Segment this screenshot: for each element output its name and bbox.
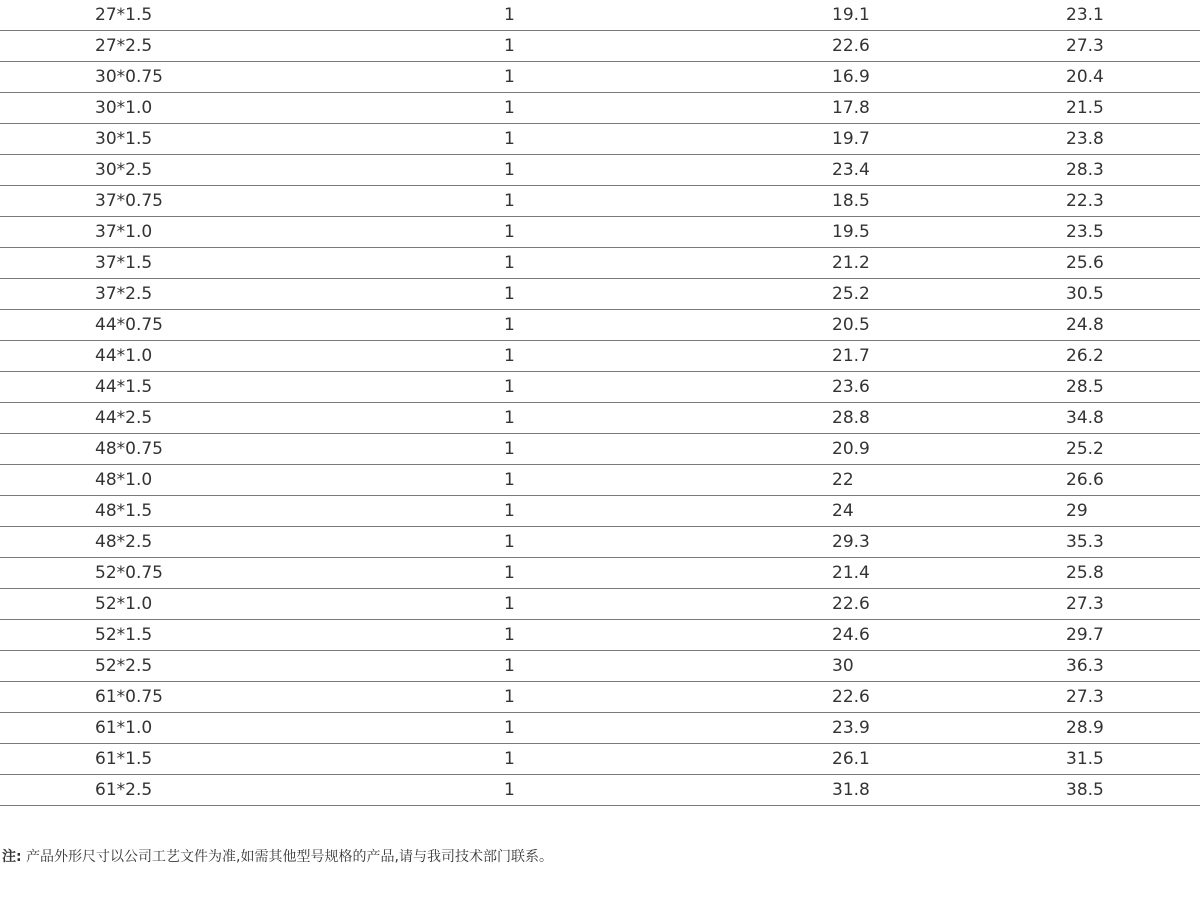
value-a-cell: 22 [830,465,1060,496]
value-a-cell: 22.6 [830,31,1060,62]
quantity-cell: 1 [500,0,830,31]
spec-size-cell: 44*1.0 [0,341,500,372]
value-b-cell: 34.8 [1060,403,1200,434]
spec-size-cell: 30*2.5 [0,155,500,186]
value-a-cell: 22.6 [830,589,1060,620]
spec-size-cell: 44*1.5 [0,372,500,403]
quantity-cell: 1 [500,186,830,217]
table-row [0,713,1200,744]
value-a-cell: 23.4 [830,155,1060,186]
spec-size-cell: 37*2.5 [0,279,500,310]
value-b-cell: 29 [1060,496,1200,527]
quantity-cell: 1 [500,775,830,806]
value-b-cell: 28.3 [1060,155,1200,186]
table-row [0,93,1200,124]
value-a-cell: 24 [830,496,1060,527]
quantity-cell: 1 [500,372,830,403]
footnote-text: 产品外形尺寸以公司工艺文件为准,如需其他型号规格的产品,请与我司技术部门联系。 [26,849,553,865]
value-a-cell: 25.2 [830,279,1060,310]
quantity-cell: 1 [500,62,830,93]
quantity-cell: 1 [500,310,830,341]
table-row [0,279,1200,310]
quantity-cell: 1 [500,589,830,620]
quantity-cell: 1 [500,465,830,496]
spec-size-cell: 37*1.0 [0,217,500,248]
value-b-cell: 30.5 [1060,279,1200,310]
quantity-cell: 1 [500,403,830,434]
value-a-cell: 28.8 [830,403,1060,434]
spec-size-cell: 52*2.5 [0,651,500,682]
value-b-cell: 25.2 [1060,434,1200,465]
value-a-cell: 20.9 [830,434,1060,465]
value-b-cell: 23.5 [1060,217,1200,248]
spec-size-cell: 52*1.0 [0,589,500,620]
spec-size-cell: 27*2.5 [0,31,500,62]
table-row [0,527,1200,558]
value-a-cell: 22.6 [830,682,1060,713]
table-row [0,496,1200,527]
table-row [0,558,1200,589]
value-a-cell: 26.1 [830,744,1060,775]
value-b-cell: 31.5 [1060,744,1200,775]
quantity-cell: 1 [500,620,830,651]
value-b-cell: 27.3 [1060,31,1200,62]
value-b-cell: 27.3 [1060,589,1200,620]
value-b-cell: 25.6 [1060,248,1200,279]
spec-size-cell: 48*0.75 [0,434,500,465]
spec-size-cell: 52*1.5 [0,620,500,651]
quantity-cell: 1 [500,527,830,558]
quantity-cell: 1 [500,558,830,589]
quantity-cell: 1 [500,124,830,155]
spec-size-cell: 30*0.75 [0,62,500,93]
spec-size-cell: 44*0.75 [0,310,500,341]
table-row [0,186,1200,217]
value-a-cell: 21.4 [830,558,1060,589]
quantity-cell: 1 [500,496,830,527]
value-b-cell: 26.6 [1060,465,1200,496]
table-row [0,434,1200,465]
spec-size-cell: 61*0.75 [0,682,500,713]
value-b-cell: 23.8 [1060,124,1200,155]
quantity-cell: 1 [500,713,830,744]
table-row [0,217,1200,248]
table-row [0,682,1200,713]
value-a-cell: 18.5 [830,186,1060,217]
value-a-cell: 21.7 [830,341,1060,372]
table-row [0,62,1200,93]
spec-size-cell: 27*1.5 [0,0,500,31]
spec-size-cell: 30*1.0 [0,93,500,124]
value-b-cell: 38.5 [1060,775,1200,806]
spec-size-cell: 37*0.75 [0,186,500,217]
value-b-cell: 21.5 [1060,93,1200,124]
spec-size-cell: 52*0.75 [0,558,500,589]
table-row [0,248,1200,279]
spec-size-cell: 48*1.0 [0,465,500,496]
value-b-cell: 28.5 [1060,372,1200,403]
value-b-cell: 20.4 [1060,62,1200,93]
quantity-cell: 1 [500,31,830,62]
quantity-cell: 1 [500,155,830,186]
quantity-cell: 1 [500,744,830,775]
value-a-cell: 29.3 [830,527,1060,558]
footnote-label: 注: [2,849,22,865]
quantity-cell: 1 [500,651,830,682]
spec-size-cell: 61*2.5 [0,775,500,806]
footnote [2,847,553,867]
quantity-cell: 1 [500,248,830,279]
spec-size-cell: 48*2.5 [0,527,500,558]
quantity-cell: 1 [500,279,830,310]
table-row [0,0,1200,31]
table-row [0,403,1200,434]
value-b-cell: 28.9 [1060,713,1200,744]
table-row [0,310,1200,341]
table-row [0,31,1200,62]
spec-size-cell: 61*1.5 [0,744,500,775]
table-row [0,341,1200,372]
table-row [0,589,1200,620]
value-a-cell: 23.6 [830,372,1060,403]
value-b-cell: 24.8 [1060,310,1200,341]
quantity-cell: 1 [500,217,830,248]
spec-size-cell: 48*1.5 [0,496,500,527]
value-a-cell: 30 [830,651,1060,682]
quantity-cell: 1 [500,682,830,713]
spec-size-cell: 61*1.0 [0,713,500,744]
table-row [0,372,1200,403]
table-row [0,744,1200,775]
spec-size-cell: 44*2.5 [0,403,500,434]
table-row [0,465,1200,496]
table-row [0,620,1200,651]
value-a-cell: 19.7 [830,124,1060,155]
table-row [0,124,1200,155]
quantity-cell: 1 [500,93,830,124]
quantity-cell: 1 [500,341,830,372]
value-b-cell: 36.3 [1060,651,1200,682]
value-b-cell: 35.3 [1060,527,1200,558]
table-row [0,651,1200,682]
value-a-cell: 23.9 [830,713,1060,744]
value-a-cell: 17.8 [830,93,1060,124]
value-a-cell: 19.1 [830,0,1060,31]
value-b-cell: 23.1 [1060,0,1200,31]
value-a-cell: 21.2 [830,248,1060,279]
value-b-cell: 27.3 [1060,682,1200,713]
value-a-cell: 24.6 [830,620,1060,651]
value-b-cell: 25.8 [1060,558,1200,589]
value-a-cell: 16.9 [830,62,1060,93]
spec-size-cell: 37*1.5 [0,248,500,279]
table-row [0,155,1200,186]
spec-size-cell: 30*1.5 [0,124,500,155]
value-b-cell: 29.7 [1060,620,1200,651]
value-a-cell: 19.5 [830,217,1060,248]
value-a-cell: 31.8 [830,775,1060,806]
value-b-cell: 22.3 [1060,186,1200,217]
quantity-cell: 1 [500,434,830,465]
table-row [0,775,1200,806]
value-a-cell: 20.5 [830,310,1060,341]
value-b-cell: 26.2 [1060,341,1200,372]
